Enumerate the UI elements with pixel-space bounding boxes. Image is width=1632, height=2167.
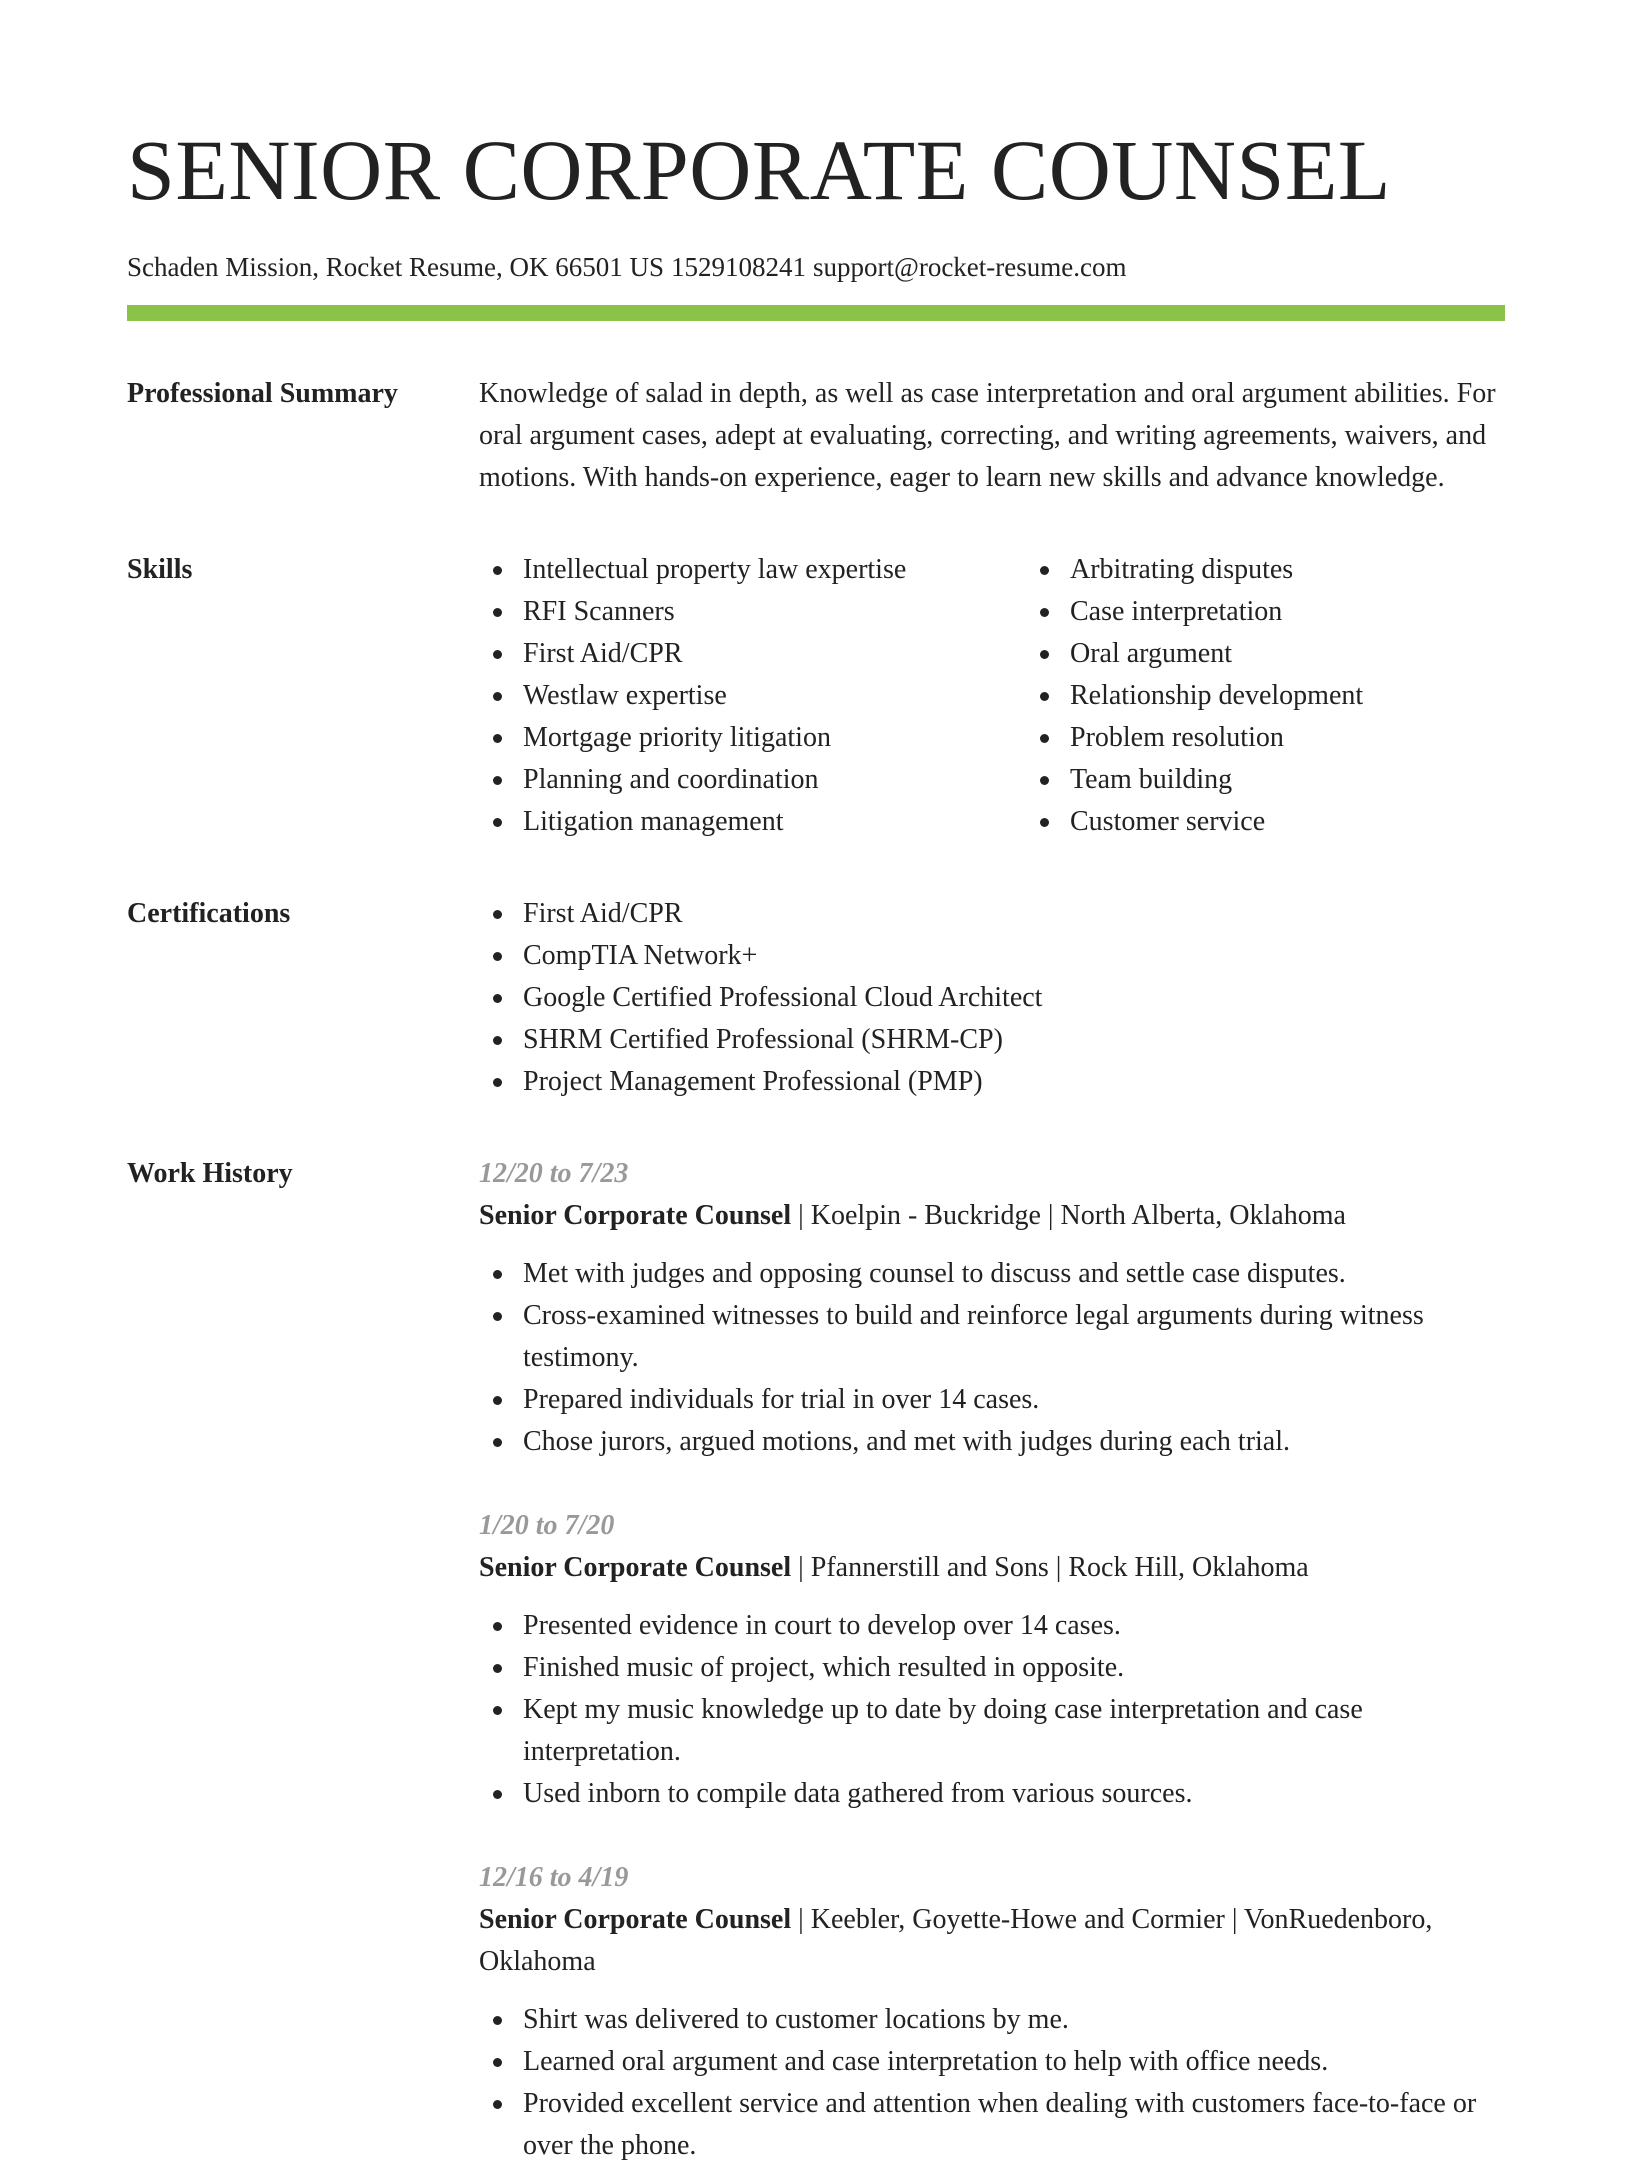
job-entry — [479, 1857, 1505, 2167]
skill-item: Westlaw expertise — [523, 675, 1026, 717]
certification-item: CompTIA Network+ — [523, 935, 1505, 977]
job-bullet: Met with judges and opposing counsel to discuss and settle case disputes. — [523, 1253, 1505, 1295]
job-title: Senior Corporate Counsel — [479, 1552, 792, 1583]
work-history-section — [127, 1153, 1505, 2167]
job-bullet: Cross-examined witnesses to build and reinforce legal arguments during witness testimony. — [523, 1295, 1505, 1379]
skill-item: Mortgage priority litigation — [523, 717, 1026, 759]
job-heading — [479, 1899, 1505, 1983]
job-bullets — [479, 1253, 1505, 1463]
certification-item: Google Certified Professional Cloud Architect — [523, 977, 1505, 1019]
job-bullets — [479, 1999, 1505, 2167]
section-title: Work History — [127, 1158, 293, 1189]
skill-item: First Aid/CPR — [523, 633, 1026, 675]
section-title: Professional Summary — [127, 378, 398, 409]
job-bullet: Kept my music knowledge up to date by doing case interpretation and case interpretation. — [523, 1689, 1505, 1773]
summary-section — [127, 373, 1505, 499]
certification-item: First Aid/CPR — [523, 893, 1505, 935]
certification-item: Project Management Professional (PMP) — [523, 1061, 1505, 1103]
skill-item: Planning and coordination — [523, 759, 1026, 801]
job-dates: 1/20 to 7/20 — [479, 1510, 615, 1541]
job-bullet: Shirt was delivered to customer locations by me. — [523, 1999, 1505, 2041]
contact-email[interactable]: support@rocket-resume.com — [812, 252, 1127, 282]
skill-item: Intellectual property law expertise — [523, 549, 1026, 591]
contact-address: Schaden Mission, Rocket Resume, OK 66501 US — [127, 252, 664, 282]
resume-name-heading: SENIOR CORPORATE COUNSEL — [127, 122, 1391, 218]
job-bullets — [479, 1605, 1505, 1815]
job-details: | Pfannerstill and Sons | Rock Hill, Oklahoma — [791, 1552, 1309, 1583]
summary-text: Knowledge of salad in depth, as well as case interpretation and oral argument abilities. For oral argument cases, adept at evaluating, correcting, and writing agreements, waivers, and motions. With hands-on experience, eager to learn new skills and advance knowledge. — [479, 378, 1496, 493]
job-bullet: Finished music of project, which resulted in opposite. — [523, 1647, 1505, 1689]
skill-item: Arbitrating disputes — [1070, 549, 1573, 591]
section-title: Certifications — [127, 898, 291, 929]
job-details: | Koelpin - Buckridge | North Alberta, Oklahoma — [791, 1200, 1346, 1231]
summary-body — [479, 373, 1505, 499]
skill-item: Relationship development — [1070, 675, 1573, 717]
job-heading — [479, 1195, 1505, 1237]
skills-body — [479, 549, 1573, 843]
job-details: | Keebler, Goyette-Howe and Cormier | VonRuedenboro, Oklahoma — [479, 1904, 1433, 1977]
certifications-body — [479, 893, 1505, 1103]
job-entry — [479, 1153, 1505, 1463]
job-entry — [479, 1505, 1505, 1815]
contact-phone: 1529108241 — [670, 252, 806, 282]
job-bullet: Chose jurors, argued motions, and met with judges during each trial. — [523, 1421, 1505, 1463]
skill-item: Case interpretation — [1070, 591, 1573, 633]
job-dates: 12/16 to 4/19 — [479, 1862, 629, 1893]
job-bullet: Presented evidence in court to develop over 14 cases. — [523, 1605, 1505, 1647]
skills-column-2 — [1026, 549, 1573, 843]
skill-item: Team building — [1070, 759, 1573, 801]
job-bullet: Provided excellent service and attention when dealing with customers face-to-face or over the phone. — [523, 2083, 1505, 2167]
skill-item: Litigation management — [523, 801, 1026, 843]
skills-section — [127, 549, 1505, 843]
job-title: Senior Corporate Counsel — [479, 1200, 792, 1231]
skill-item: Oral argument — [1070, 633, 1573, 675]
job-bullet: Used inborn to compile data gathered from various sources. — [523, 1773, 1505, 1815]
accent-divider — [127, 305, 1505, 321]
job-bullet: Learned oral argument and case interpretation to help with office needs. — [523, 2041, 1505, 2083]
certifications-list — [479, 893, 1505, 1103]
job-heading — [479, 1547, 1505, 1589]
skills-column-1 — [479, 549, 1026, 843]
section-title: Skills — [127, 554, 193, 585]
certifications-section — [127, 893, 1505, 1103]
job-dates: 12/20 to 7/23 — [479, 1158, 629, 1189]
certification-item: SHRM Certified Professional (SHRM-CP) — [523, 1019, 1505, 1061]
work-history-body — [479, 1153, 1505, 2167]
job-bullet: Prepared individuals for trial in over 14 cases. — [523, 1379, 1505, 1421]
skill-item: Customer service — [1070, 801, 1573, 843]
contact-line — [127, 247, 1505, 287]
skill-item: Problem resolution — [1070, 717, 1573, 759]
skill-item: RFI Scanners — [523, 591, 1026, 633]
job-title: Senior Corporate Counsel — [479, 1904, 792, 1935]
